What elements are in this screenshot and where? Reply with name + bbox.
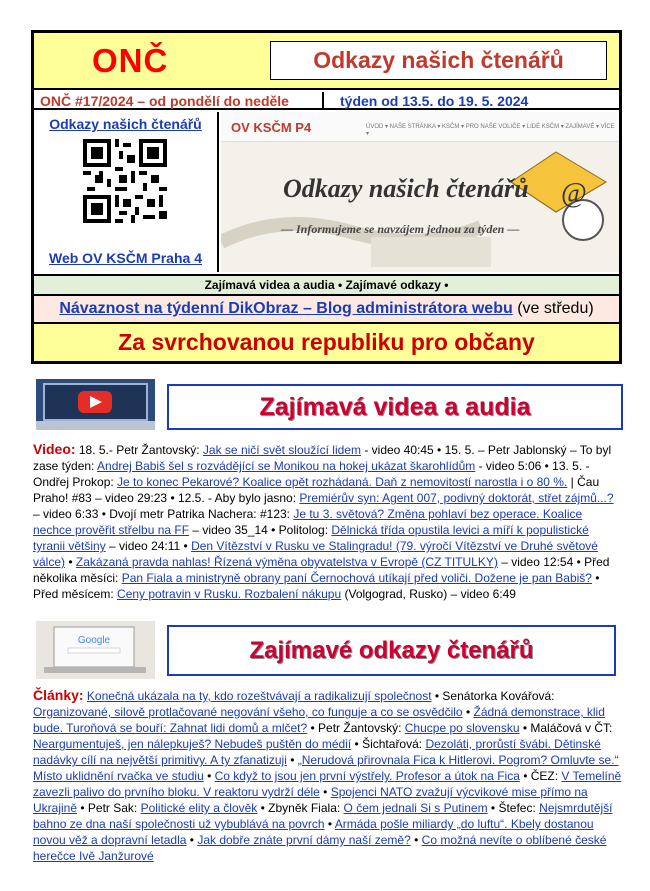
article-link[interactable]: Chucpe po slovensku xyxy=(404,721,520,735)
qr-column xyxy=(34,112,219,272)
brand-logo: ONČ xyxy=(92,42,169,79)
article-link[interactable]: V Temelíně zavezli palivo do prvního bloku. V reaktoru vydrží déle xyxy=(33,769,622,799)
article-link[interactable]: Den Vítězství v Rusku ve Stalingradu! (79. výročí Vítězství ve Druhé světové válce) xyxy=(33,539,598,569)
video-laptop-icon xyxy=(36,379,155,430)
navaz-note: (ve středu) xyxy=(512,300,594,317)
article-link[interactable]: Pan Fiala a ministryně obrany paní Černochová utíkají před voliči. Dožene je pan Babiš? xyxy=(121,571,592,585)
slogan: Za svrchovanou republiku pro občany xyxy=(34,324,619,361)
videos-lead: Video: xyxy=(33,441,76,457)
page-title: Odkazy našich čtenářů xyxy=(270,41,607,80)
article-link[interactable]: Armáda pošle miliardy „do luftu“. Kbely dostanou novou věž a dopravní letadla xyxy=(33,817,594,847)
banner-illustration-icon xyxy=(221,142,619,272)
svg-text:Google: Google xyxy=(77,635,111,646)
header-banner[interactable] xyxy=(221,112,619,272)
articles-text[interactable] xyxy=(33,687,623,864)
article-link[interactable]: Jak se ničí svět sloužící lidem xyxy=(202,443,361,457)
article-link[interactable]: Politické elity a člověk xyxy=(140,801,258,815)
banner-logo: OV KSČM P4 xyxy=(231,120,312,135)
issue-number: ONČ #17/2024 – od pondělí do neděle xyxy=(40,93,289,109)
qr-title-link[interactable]: Odkazy našich čtenářů xyxy=(49,116,202,132)
banner-subtitle: — Informujeme se navzájem jednou za týden — xyxy=(281,222,520,236)
article-link[interactable]: Co možná nevíte o oblíbené české herečce Ivě Janžurové xyxy=(33,833,607,863)
article-link[interactable]: Co když to jsou jen první výstřely. Profesor a útok na Fica xyxy=(214,769,520,783)
article-link[interactable]: Jak dobře znáte první dámy naší země? xyxy=(197,833,411,847)
article-link[interactable]: O čem jednali Si s Putinem xyxy=(343,801,488,815)
article-link[interactable]: Dezoláti, prorůstí švábi. Dětinské nadávky cílí na největší primitivy. A ty zfanatizuji xyxy=(33,737,601,767)
dikobraz-blog-link[interactable]: Návaznost na týdenní DikObraz – Blog administrátora webu xyxy=(59,300,513,317)
qr-code-icon[interactable] xyxy=(83,139,167,223)
article-link[interactable]: Andrej Babiš šel s rozvádějící se Monikou na hokej ukázat škarohlídům xyxy=(97,459,476,473)
banner-title: Odkazy našich čtenářů xyxy=(283,174,529,203)
issue-divider xyxy=(322,92,324,110)
header-top-row xyxy=(34,33,619,90)
article-link[interactable]: Neargumentuješ, jen nálepkuješ? Nebudeš puštěn do médií xyxy=(33,737,352,751)
articles-lead: Články: xyxy=(33,687,84,703)
article-link[interactable]: „Nerudová přirovnala Fica k Hitlerovi. Pogrom? Omluvte se.“ Místo uklidnění rvačka ve studiu xyxy=(33,753,619,783)
article-link[interactable]: Žádná demonstrace, klid bude. Turoňová se bouří: Zahnat lidi domů a mlčet? xyxy=(33,705,605,735)
article-link[interactable]: Premiérův syn: Agent 007, podivný doktorát, střet zájmů...? xyxy=(299,491,614,505)
article-link[interactable]: Organizované, silově protlačované negování všeho, co funguje a co se osvědčilo xyxy=(33,705,463,719)
article-link[interactable]: Nejsmrdutější bahno ze dna naší společnosti už vybublává na povrch xyxy=(33,801,613,831)
navaz-row xyxy=(34,296,619,324)
articles-section-title: Zajímavé odkazy čtenářů xyxy=(167,625,616,676)
article-link[interactable]: Je tu 3. světová? Změna pohlaví bez operace. Koalice nechce prověřit střelbu na FF xyxy=(33,507,583,537)
article-link[interactable]: Konečná ukázala na ty, kdo rozeštvávají a radikalizují společnost xyxy=(86,689,432,703)
issue-row xyxy=(34,92,619,110)
header-box xyxy=(31,30,622,364)
article-link[interactable]: Ceny potravin v Rusku. Rozbalení nákupu xyxy=(117,587,342,601)
videos-section-title: Zajímavá videa a audia xyxy=(167,384,623,430)
at-icon: @ xyxy=(561,178,587,209)
banner-menu: ÚVOD ▾ NAŠE STRÁNKA ▾ KSČM ▾ PRO NAŠE VOLIČE ▾ LIDÉ KSČM ▾ ZAJÍMAVÉ ▾ VÍCE ▾ xyxy=(366,124,615,137)
videos-links[interactable]: 18. 5.- Petr Žantovský: Jak se ničí svět sloužící lidem - video 40:45 • 15. 5. – Petr Jablonský – To byl zase týden: Andrej Babiš šel s rozvádějící se Monikou na hokej ukázat škarohlídům - video 5:06 • 13. 5. - Ondřej Prokop: Je to konec Pekarové? Koalice opět rozhádaná. Daň z nemovitostí narostla i o 80 %. | Čau Praho! #83 – video 29:23 • 12.5. - Aby bylo jasno: Premiérův syn: Agent 007, podivný doktorát, střet zájmů...? – video 6:33 • Dvojí metr Patrika Nachera: #123: Je tu 3. světová? Změna pohlaví bez operace. Koalice nechce prověřit střelbu na FF – video 35_14 • Politolog: Dělnická třída opustila levici a míří k populistické tyranii většiny – video 24:11 • Den Vítězství v Rusku ve Stalingradu! (79. výročí Vítězství ve Druhé světové válce) • Zakázaná pravda nahlas! Řízená výměna obyvatelstva v Evropě (CZ TITULKY) – video 12:54 • Před několika měsíci: Pan Fiala a ministryně obrany paní Černochová utíkají před voliči. Dožene je pan Babiš? • Před měsícem: Ceny potravin v Rusku. Rozbalení nákupu (Volgograd, Rusko) – video 6:49 xyxy=(33,443,614,601)
week-range: týden od 13.5. do 19. 5. 2024 xyxy=(340,93,529,109)
videos-text[interactable] xyxy=(33,441,623,602)
article-link[interactable]: Spojenci NATO zvažují výcvikové mise přímo na Ukrajině xyxy=(33,785,588,815)
article-link[interactable]: Dělnická třída opustila levici a míří k populistické tyranii většiny xyxy=(33,523,589,553)
google-laptop-icon xyxy=(36,621,155,679)
web-link[interactable]: Web OV KSČM Praha 4 xyxy=(48,250,202,266)
article-link[interactable]: Je to konec Pekarové? Koalice opět rozhádaná. Daň z nemovitostí narostla i o 80 %. xyxy=(117,475,568,489)
sections-line[interactable]: Zajímavá videa a audia • Zajímavé odkazy • xyxy=(34,274,619,296)
articles-links[interactable]: Konečná ukázala na ty, kdo rozeštvávají a radikalizují společnost • Senátorka Kovářová: Organizované, silově protlačované negování všeho, co funguje a co se osvědčilo • Žádná demonstrace, klid bude. Turoňová se bouří: Zahnat lidi domů a mlčet? • Petr Žantovský: Chucpe po slovensku • Maláčová v ČT: Neargumentuješ, jen nálepkuješ? Nebudeš puštěn do médií • Šichtařová: Dezoláti, prorůstí švábi. Dětinské nadávky cílí na největší primitivy. A ty zfanatizuji • „Nerudová přirovnala Fica k Hitlerovi. Pogrom? Omluvte se.“ Místo uklidnění rvačka ve studiu • Co když to jsou jen první výstřely. Profesor a útok na Fica • ČEZ: V Temelíně zavezli palivo do prvního bloku. V reaktoru vydrží déle • Spojenci NATO zvažují výcvikové mise přímo na Ukrajině • Petr Sak: Politické elity a člověk • Zbyněk Fiala: O čem jednali Si s Putinem • Štefec: Nejsmrdutější bahno ze dna naší společnosti už vybublává na povrch • Armáda pošle miliardy „do luftu“. Kbely dostanou novou věž a dopravní letadla • Jak dobře znáte první dámy naší země? • Co možná nevíte o oblíbené české herečce Ivě Janžurové xyxy=(33,689,622,863)
banner-navbar xyxy=(221,112,619,142)
article-link[interactable]: Zakázaná pravda nahlas! Řízená výměna obyvatelstva v Evropě (CZ TITULKY) xyxy=(75,555,498,569)
